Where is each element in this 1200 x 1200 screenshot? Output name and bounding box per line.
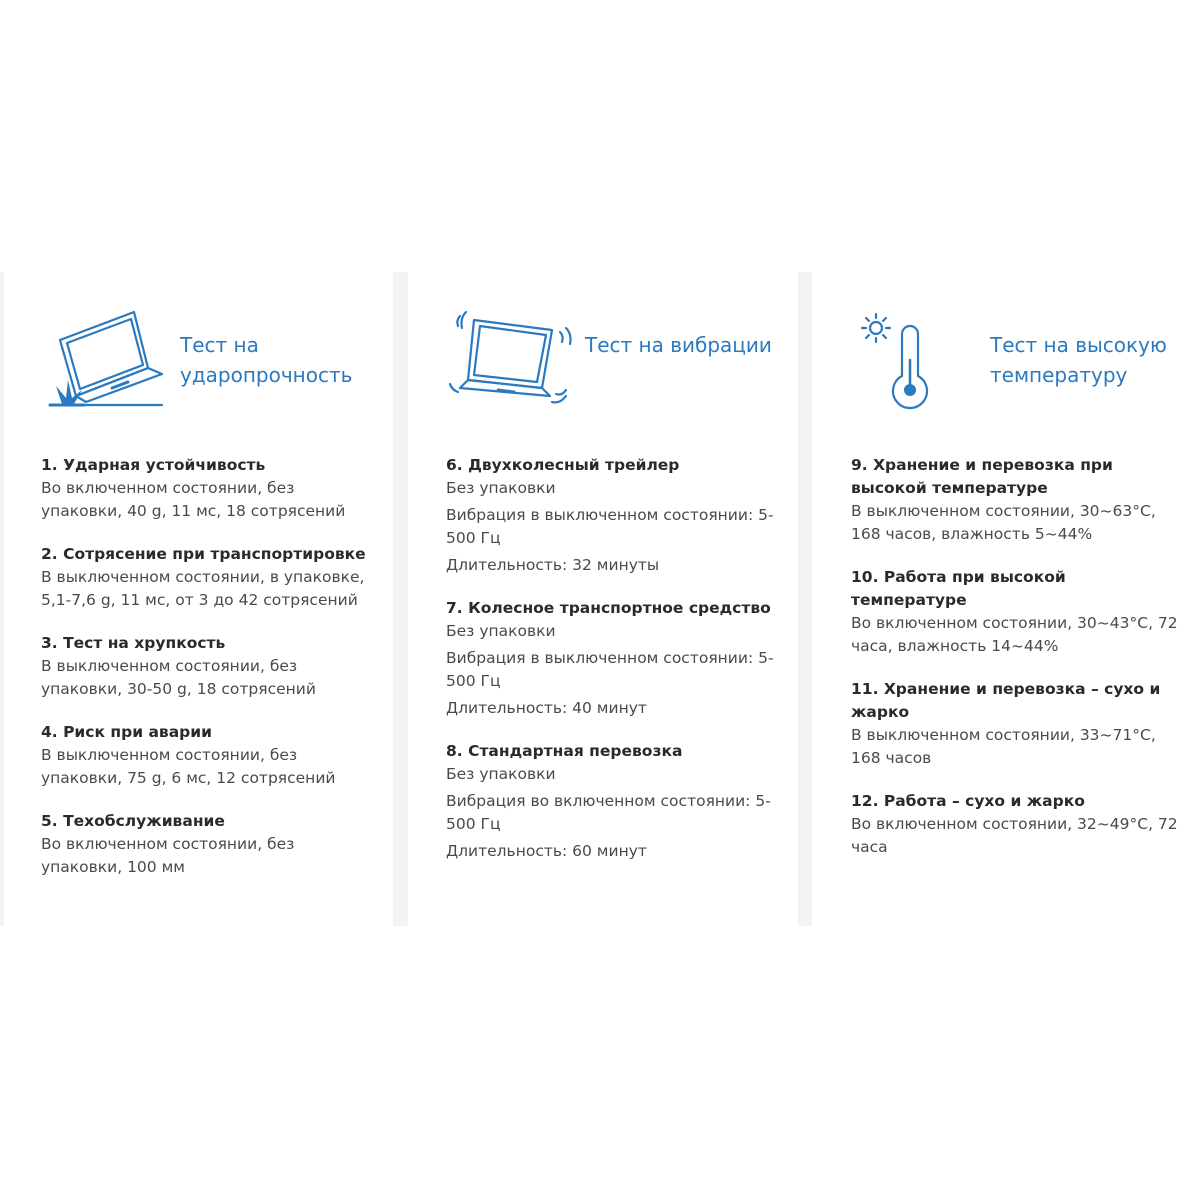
item-text: Во включенном состоянии, 32~49°C, 72 часа xyxy=(851,815,1178,856)
item-text: Без упаковки xyxy=(446,479,556,497)
impact-test-title: Тест на ударопрочность xyxy=(180,333,353,387)
list-item xyxy=(851,678,1182,770)
list-item xyxy=(446,597,780,720)
item-text: В выключенном состоянии, 30~63°C, 168 часов, влажность 5~44% xyxy=(851,502,1156,543)
impact-test-list xyxy=(41,454,375,899)
item-text: Вибрация в выключенном состоянии: 5-500 Гц xyxy=(446,649,774,690)
item-title: 1. Ударная устойчивость xyxy=(41,456,266,474)
list-item xyxy=(851,790,1182,859)
temperature-test-card xyxy=(812,272,1200,926)
list-item xyxy=(851,566,1182,658)
item-text: В выключенном состоянии, в упаковке, 5,1-7,6 g, 11 мс, от 3 до 42 сотрясений xyxy=(41,568,365,609)
item-title: 10. Работа при высокой температуре xyxy=(851,568,1066,609)
item-title: 6. Двухколесный трейлер xyxy=(446,456,680,474)
item-text: Длительность: 40 минут xyxy=(446,699,647,717)
item-title: 4. Риск при аварии xyxy=(41,723,212,741)
temperature-test-list xyxy=(851,454,1182,879)
item-text: В выключенном состоянии, без упаковки, 30-50 g, 18 сотрясений xyxy=(41,657,316,698)
item-title: 7. Колесное транспортное средство xyxy=(446,599,771,617)
item-text: Без упаковки xyxy=(446,765,556,783)
list-item xyxy=(41,810,375,879)
item-text: Во включенном состоянии, без упаковки, 100 мм xyxy=(41,835,295,876)
laptop-impact-icon xyxy=(42,308,172,412)
thermometer-sun-icon xyxy=(856,308,952,412)
vibration-test-title: Тест на вибрации xyxy=(585,333,772,357)
item-text: Вибрация во включенном состоянии: 5-500 Гц xyxy=(446,792,771,833)
vibration-test-card xyxy=(408,272,798,926)
list-item xyxy=(446,454,780,577)
vibration-test-list xyxy=(446,454,780,883)
item-title: 2. Сотрясение при транспортировке xyxy=(41,545,366,563)
item-text: В выключенном состоянии, 33~71°C, 168 часов xyxy=(851,726,1156,767)
item-text: Без упаковки xyxy=(446,622,556,640)
list-item xyxy=(851,454,1182,546)
item-title: 5. Техобслуживание xyxy=(41,812,225,830)
item-title: 9. Хранение и перевозка при высокой температуре xyxy=(851,456,1113,497)
list-item xyxy=(41,632,375,701)
temperature-test-title: Тест на высокую температуру xyxy=(990,333,1167,387)
list-item xyxy=(41,543,375,612)
item-text: Длительность: 32 минуты xyxy=(446,556,660,574)
item-text: Длительность: 60 минут xyxy=(446,842,647,860)
item-title: 8. Стандартная перевозка xyxy=(446,742,683,760)
item-title: 11. Хранение и перевозка – сухо и жарко xyxy=(851,680,1161,721)
list-item xyxy=(446,740,780,863)
item-text: Вибрация в выключенном состоянии: 5-500 Гц xyxy=(446,506,774,547)
item-text: Во включенном состоянии, 30~43°C, 72 часа, влажность 14~44% xyxy=(851,614,1178,655)
item-text: Во включенном состоянии, без упаковки, 40 g, 11 мс, 18 сотрясений xyxy=(41,479,346,520)
laptop-vibration-icon xyxy=(446,308,576,412)
item-title: 3. Тест на хрупкость xyxy=(41,634,226,652)
list-item xyxy=(41,721,375,790)
list-item xyxy=(41,454,375,523)
item-text: В выключенном состоянии, без упаковки, 75 g, 6 мс, 12 сотрясений xyxy=(41,746,336,787)
impact-test-card xyxy=(4,272,393,926)
item-title: 12. Работа – сухо и жарко xyxy=(851,792,1085,810)
